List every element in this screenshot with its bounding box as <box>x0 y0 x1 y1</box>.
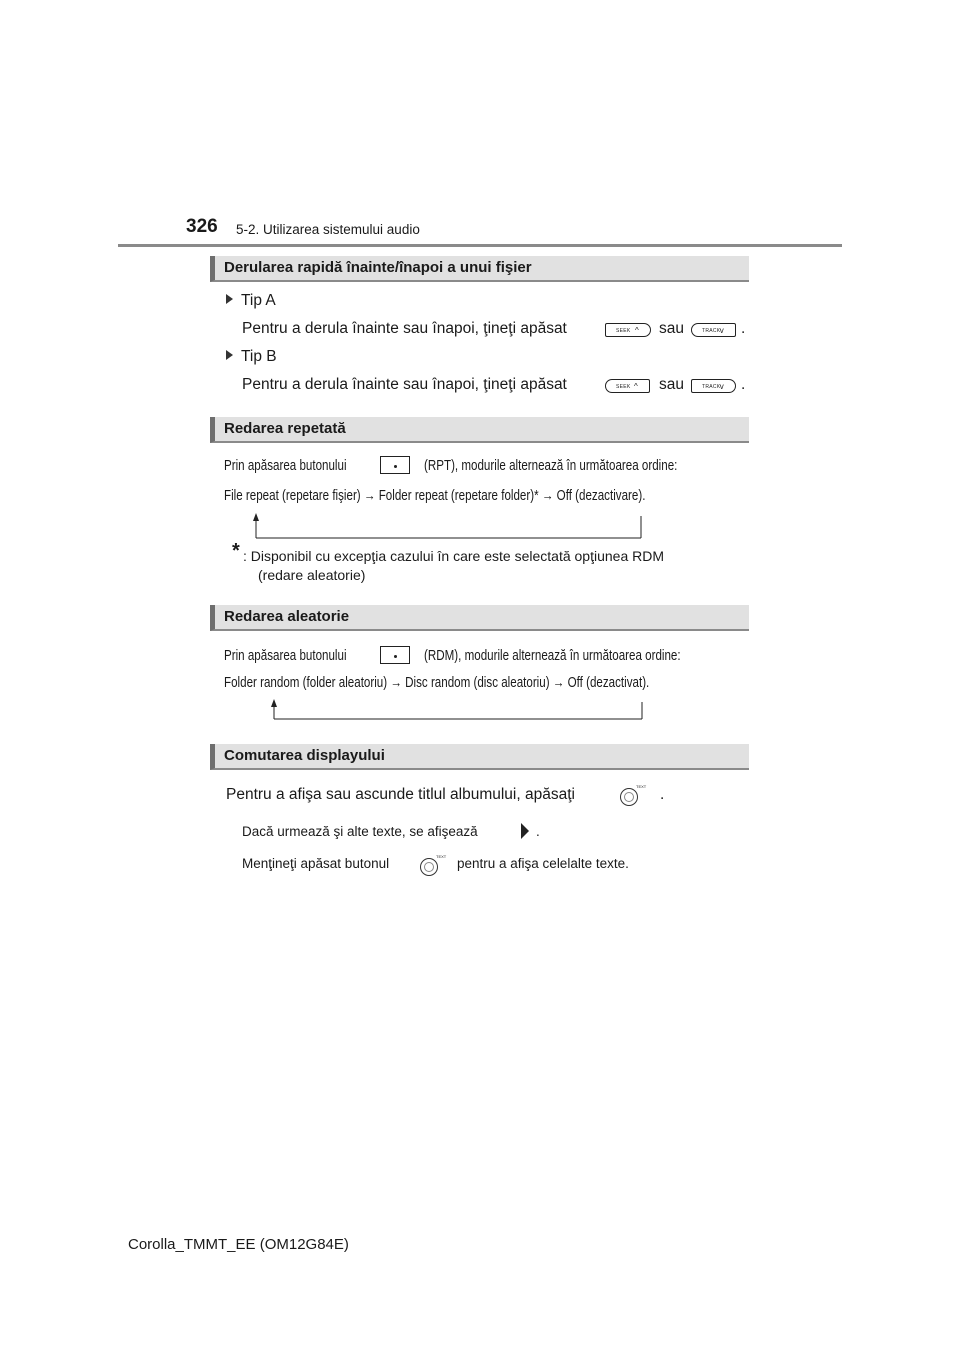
track-button-icon: TRACK v <box>691 379 736 393</box>
footnote-text: : Disponibil cu excepţia cazului în care este selectată opţiunea RDM <box>243 548 664 564</box>
display-line-2a: Dacă urmează şi alte texte, se afişează <box>242 824 478 839</box>
display-line-3a: Menţineţi apăsat butonul <box>242 856 390 871</box>
text-knob-label: TEXT <box>636 784 647 789</box>
text-knob-icon <box>620 788 638 806</box>
period-a: . <box>741 320 746 337</box>
triangle-bullet-icon <box>226 350 233 360</box>
section-heading-random: Redarea aleatorie <box>210 605 749 631</box>
type-a-label: Tip A <box>226 292 276 310</box>
more-text-arrow-icon <box>520 822 530 840</box>
triangle-bullet-icon <box>226 294 233 304</box>
rpt-button-icon <box>380 456 410 474</box>
display-line-1b: . <box>660 786 665 803</box>
section-heading-repeat: Redarea repetată <box>210 417 749 443</box>
track-button-icon: TRACK v <box>691 323 736 337</box>
seek-button-icon: SEEK ^ <box>605 323 651 337</box>
period-b: . <box>741 376 746 393</box>
repeat-cycle-arrow-icon <box>246 512 646 542</box>
section-heading-fast-forward: Derularea rapidă înainte/înapoi a unui fişier <box>210 256 749 282</box>
text-knob-label: TEXT <box>436 854 447 859</box>
section-reference: 5-2. Utilizarea sistemului audio <box>236 222 420 237</box>
random-line-1a: Prin apăsarea butonului <box>224 648 347 664</box>
footnote-continuation: (redare aleatorie) <box>258 567 366 583</box>
type-b-text: Pentru a derula înainte sau înapoi, ţineţi apăsat <box>242 376 567 393</box>
header-divider <box>118 244 842 247</box>
random-line-1b: (RDM), modurile alternează în următoarea ordine: <box>424 648 681 664</box>
type-b-label: Tip B <box>226 348 277 366</box>
seek-button-icon: SEEK ^ <box>605 379 650 393</box>
random-sequence: Folder random (folder aleatoriu) → Disc random (disc aleatoriu) → Off (dezactivat). <box>224 675 650 691</box>
footnote-asterisk: * <box>232 540 240 562</box>
page-number: 326 <box>186 216 218 237</box>
text-knob-icon <box>420 858 438 876</box>
footer-document-code: Corolla_TMMT_EE (OM12G84E) <box>128 1236 349 1253</box>
repeat-line-1b: (RPT), modurile alternează în următoarea ordine: <box>424 458 678 474</box>
rdm-button-icon <box>380 646 410 664</box>
repeat-line-1a: Prin apăsarea butonului <box>224 458 347 474</box>
display-line-2b: . <box>536 824 540 839</box>
repeat-sequence: File repeat (repetare fişier) → Folder repeat (repetare folder)* → Off (dezactivare). <box>224 488 646 504</box>
section-heading-display: Comutarea displayului <box>210 744 749 770</box>
type-a-text: Pentru a derula înainte sau înapoi, ţineţi apăsat <box>242 320 567 337</box>
or-text-b: sau <box>659 376 684 393</box>
random-cycle-arrow-icon <box>266 698 646 724</box>
or-text-a: sau <box>659 320 684 337</box>
display-line-3b: pentru a afişa celelalte texte. <box>457 856 629 871</box>
display-line-1a: Pentru a afişa sau ascunde titlul albumului, apăsaţi <box>226 786 575 803</box>
